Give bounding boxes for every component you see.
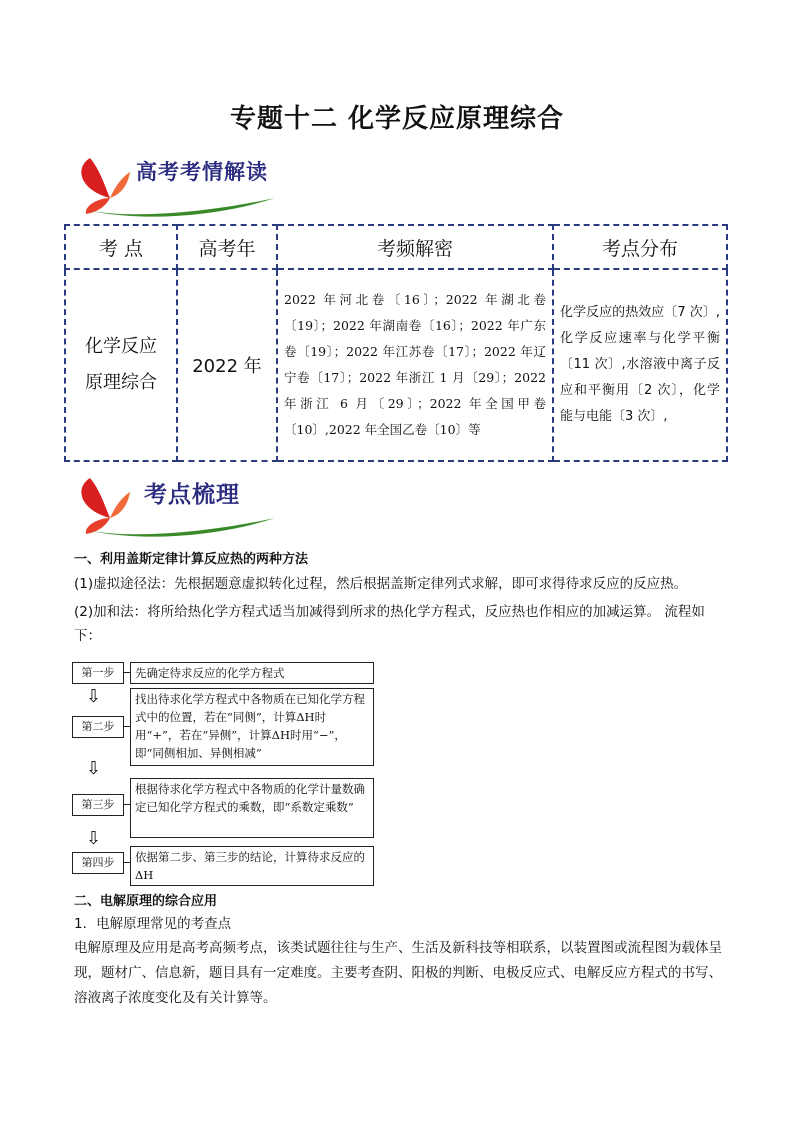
hess-law-flowchart <box>72 660 372 885</box>
cell-distribution: 化学反应的热效应〔7 次〕,化学反应速率与化学平衡〔11 次〕,水溶液中离子反应和平衡用〔2 次〕，化学能与电能〔3 次〕, <box>553 269 727 461</box>
step-1-label: 第一步 <box>72 662 124 684</box>
header-frequency: 考频解密 <box>277 225 553 269</box>
banner-title: 高考考情解读 <box>136 159 268 184</box>
down-arrow-icon: ⇩ <box>86 758 102 779</box>
step-4-label: 第四步 <box>72 852 124 874</box>
topic-line-2: 原理综合 <box>85 372 157 393</box>
section1-p2: (2)加和法：将所给热化学方程式适当加减得到所求的热化学方程式，反应热也作相应的加减运算。 流程如下： <box>74 604 705 644</box>
step-1-text: 先确定待求反应的化学方程式 <box>130 662 374 684</box>
banner-key-points <box>70 470 290 540</box>
section1-p1: (1)虚拟途径法：先根据题意虚拟转化过程，然后根据盖斯定律列式求解，即可求得待求反应的反应热。 <box>74 576 688 592</box>
step-3-text: 根据待求化学方程式中各物质的化学计量数确定已知化学方程式的乘数，即“系数定乘数” <box>130 778 374 838</box>
banner-title: 考点梳理 <box>144 481 240 508</box>
section2-heading: 二、电解原理的综合应用 <box>74 894 218 909</box>
banner-exam-analysis <box>70 150 290 220</box>
header-topic: 考 点 <box>65 225 177 269</box>
step-4-text: 依据第二步、第三步的结论，计算待求反应的ΔH <box>130 846 374 886</box>
section2-sub: 1．电解原理常见的考查点 <box>74 916 232 932</box>
section2-paragraph: 电解原理及应用是高考高频考点，该类试题往往与生产、生活及新科技等相联系，以装置图或流程图为载体呈现，题材广、信息新，题目具有一定难度。主要考查阴、阳极的判断、电极反应式、电解反应方程式的书写、溶液离子浓度变化及有关计算等。 <box>74 940 722 1006</box>
cell-frequency: 2022 年河北卷〔16〕；2022 年湖北卷〔19〕；2022 年湖南卷〔16〕；2022 年广东卷〔19〕；2022 年江苏卷〔17〕；2022 年辽宁卷〔17〕；2022 年浙江 1 月〔29〕；2022 年浙江 6 月〔29〕；2022 年全国甲卷〔10〕,2022 年全国乙卷〔10〕等 <box>277 269 553 461</box>
down-arrow-icon: ⇩ <box>86 686 102 707</box>
header-distribution: 考点分布 <box>553 225 727 269</box>
page-title: 专题十二 化学反应原理综合 <box>229 104 565 134</box>
step-2-text: 找出待求化学方程式中各物质在已知化学方程式中的位置，若在“同侧”，计算ΔH时用“+”，若在“异侧”，计算ΔH时用“−”，即“同侧相加、异侧相减” <box>130 688 374 766</box>
exam-info-table <box>64 224 728 462</box>
step-3-label: 第三步 <box>72 794 124 816</box>
cell-year: 2022 年 <box>177 269 277 461</box>
topic-line-1: 化学反应 <box>85 336 157 357</box>
cell-topic <box>65 269 177 461</box>
step-2-label: 第二步 <box>72 716 124 738</box>
section1-heading: 一、利用盖斯定律计算反应热的两种方法 <box>74 552 309 567</box>
header-year: 高考年 <box>177 225 277 269</box>
down-arrow-icon: ⇩ <box>86 828 102 849</box>
